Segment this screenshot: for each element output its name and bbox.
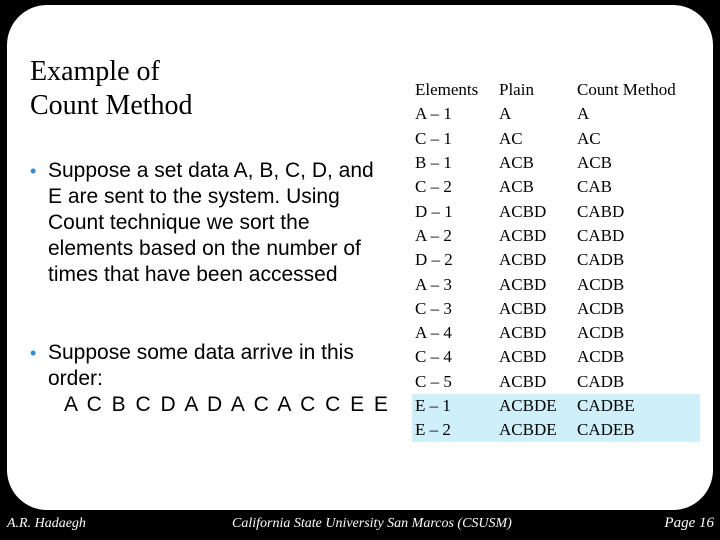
cell-element: A – 4 bbox=[415, 323, 452, 343]
cell-count: CABD bbox=[577, 201, 625, 221]
cell-count: CADBE bbox=[574, 394, 700, 418]
page-label: Page bbox=[664, 515, 696, 531]
footer-page bbox=[664, 515, 714, 532]
cell-element: A – 1 bbox=[415, 104, 452, 124]
cell-count: ACDB bbox=[577, 274, 625, 294]
cell-plain: ACBD bbox=[499, 371, 547, 391]
cell-element: B – 1 bbox=[415, 153, 452, 173]
cell-element: C – 1 bbox=[415, 128, 452, 148]
header-count-method: Count Method bbox=[577, 80, 676, 100]
cell-count: ACDB bbox=[577, 347, 625, 367]
cell-element: A – 3 bbox=[415, 274, 452, 294]
bullet-text: Suppose a set data A, B, C, D, and E are sent to the system. Using Count technique we sort the elements based on the number of times that have been accessed bbox=[48, 159, 374, 286]
cell-element: C – 3 bbox=[415, 298, 452, 318]
cell-plain: ACB bbox=[499, 177, 534, 197]
cell-count: AC bbox=[577, 128, 601, 148]
footer-author: A.R. Hadaegh bbox=[7, 516, 86, 531]
slide-title bbox=[30, 55, 390, 123]
count-method-table bbox=[412, 78, 712, 442]
cell-plain: ACBD bbox=[499, 201, 547, 221]
table-row bbox=[412, 321, 700, 345]
page-number: 16 bbox=[699, 515, 714, 531]
cell-element: E – 1 bbox=[412, 394, 496, 418]
cell-plain: ACBDE bbox=[496, 394, 574, 418]
header-plain: Plain bbox=[499, 80, 534, 100]
cell-count: CADB bbox=[577, 250, 625, 270]
table-row bbox=[412, 418, 700, 442]
table-row bbox=[412, 297, 700, 321]
cell-plain: ACBD bbox=[499, 298, 547, 318]
title-line-1: Example of bbox=[30, 56, 160, 87]
table-header-row bbox=[412, 78, 700, 102]
bullet-marker: • bbox=[30, 161, 37, 181]
cell-plain: ACBD bbox=[499, 274, 547, 294]
table-row bbox=[412, 370, 700, 394]
cell-count: CABD bbox=[577, 225, 625, 245]
cell-element: C – 2 bbox=[415, 177, 452, 197]
cell-element: A – 2 bbox=[415, 225, 452, 245]
bullet-item bbox=[30, 158, 390, 288]
data-table bbox=[412, 78, 700, 442]
cell-count: ACDB bbox=[577, 298, 625, 318]
title-line-2: Count Method bbox=[30, 90, 193, 121]
bullet-text: Suppose some data arrive in this order: bbox=[48, 341, 354, 390]
table-row bbox=[412, 151, 700, 175]
data-sequence: A C B C D A D A C A C C E E bbox=[64, 393, 390, 416]
cell-plain: ACB bbox=[499, 153, 534, 173]
cell-element: D – 1 bbox=[415, 201, 453, 221]
cell-plain: ACBD bbox=[499, 323, 547, 343]
cell-count: CADEB bbox=[574, 418, 700, 442]
cell-count: CADB bbox=[577, 371, 625, 391]
table-row bbox=[412, 224, 700, 248]
cell-element: C – 5 bbox=[415, 371, 452, 391]
cell-element: D – 2 bbox=[415, 250, 453, 270]
cell-plain: ACBDE bbox=[496, 418, 574, 442]
cell-plain: ACBD bbox=[499, 347, 547, 367]
cell-plain: ACBD bbox=[499, 250, 547, 270]
cell-count: ACDB bbox=[577, 323, 625, 343]
cell-plain: A bbox=[499, 104, 512, 124]
table-body bbox=[412, 102, 700, 442]
cell-count: A bbox=[577, 104, 590, 124]
table-row bbox=[412, 127, 700, 151]
table-row bbox=[412, 248, 700, 272]
table-row bbox=[412, 345, 700, 369]
bullet-marker: • bbox=[30, 343, 37, 363]
cell-element: C – 4 bbox=[415, 347, 452, 367]
table-row bbox=[412, 175, 700, 199]
table-row bbox=[412, 102, 700, 126]
cell-plain: ACBD bbox=[499, 225, 547, 245]
table-row bbox=[412, 272, 700, 296]
table-row bbox=[412, 199, 700, 223]
header-elements: Elements bbox=[415, 80, 479, 100]
bullet-item bbox=[30, 340, 390, 418]
cell-count: ACB bbox=[577, 153, 612, 173]
cell-element: E – 2 bbox=[412, 418, 496, 442]
footer-bar bbox=[0, 510, 720, 540]
table-row bbox=[412, 394, 700, 418]
footer-institution: California State University San Marcos (CSUSM) bbox=[232, 516, 512, 531]
cell-plain: AC bbox=[499, 128, 523, 148]
cell-count: CAB bbox=[577, 177, 612, 197]
